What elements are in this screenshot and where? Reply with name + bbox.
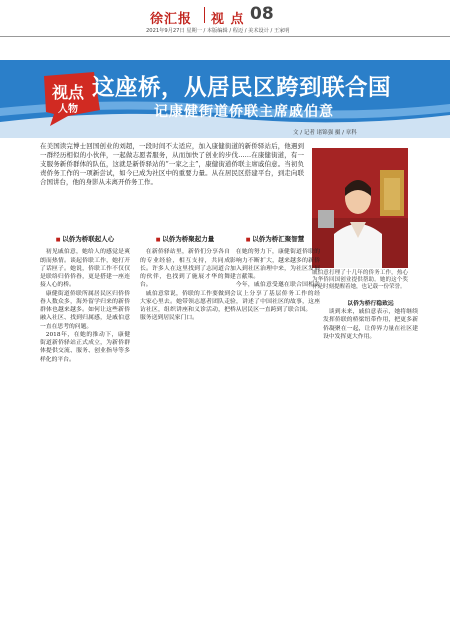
lead-paragraph: 在美国读完博士回国创业的刘超，一段时间不太适应，加入康健街道的新侨驿站后，他遇到一群经历相似的小伙伴，一起做志愿者服务，从而加快了创业的步伐……在康健街道，有一支服务新侨群体的队伍，这就是新侨驿站的“一家之主”，康健街道侨联主席戚伯意。当初负责侨务工作的一项新尝试，如今已成为社区中的重要力量。从在居民区搭建平台，到走向联合国讲台，他的身影从未离开侨务工作。 — [40, 142, 304, 186]
body-paragraph: 今年，戚伯意受邀在联合国相关会议上分享了基层侨务工作的经验，讲述了中国社区的故事，这座桥从居民区一直跨到了联合国。 — [230, 282, 320, 313]
section-heading: ■ 以侨为桥联起人心 — [40, 235, 130, 244]
photo-caption: 戚伯意打理了十几年的侨务工作，热心为华侨回国创业提供帮助。她的这个奖杯是时刻提醒着她，也记载一份荣誉。 — [312, 270, 408, 290]
section-heading: ■ 以侨为桥聚起力量 — [140, 235, 230, 244]
masthead — [0, 0, 450, 48]
section-heading: ■ 以侨为桥汇聚智慧 — [230, 235, 320, 244]
newspaper-brand: 徐汇报 — [150, 12, 193, 27]
article-column-1 — [40, 232, 130, 364]
subheadline: 记康健街道侨联主席戚伯意 — [154, 104, 334, 120]
article-column-2 — [140, 232, 230, 323]
body-paragraph: 谈到未来，戚伯意表示，她将继续发挥侨联的桥梁纽带作用，把更多新侨凝聚在一起，让侨界力量在社区建设中发挥更大作用。 — [323, 309, 418, 340]
byline: 文 / 记者 诸锦强 摄 / 章科 — [293, 130, 357, 136]
svg-text:人物: 人物 — [58, 104, 78, 115]
masthead-rule — [0, 36, 450, 37]
body-paragraph: 在她的努力下，康健街道侨联的影响力不断扩大，越来越多的新侨加入到社区治理中来，为社区发展建言献策。 — [230, 249, 320, 280]
article-column-3 — [230, 232, 320, 314]
page-number: 08 — [250, 4, 274, 24]
body-paragraph: 康健街道侨联所属居民区归侨侨眷人数众多，海外留学归来的新侨群体也越来越多。如何让这些新侨融入社区、找到归属感，是戚伯意一直在思考的问题。 — [40, 290, 130, 330]
masthead-meta: 2021年9月27日 星期一 / 本版编辑 / 程迈 / 美术设计 / 王家明 — [146, 28, 290, 34]
body-paragraph: 初见戚伯意，她给人的感觉是爽朗而热情。谈起侨联工作，她打开了话匣子。她说，侨联工作不仅仅是联络归侨侨眷，更是搭建一座连接人心的桥。 — [40, 249, 130, 289]
portrait-photo — [312, 148, 408, 268]
headline: 这座桥，从居民区跨到联合国 — [92, 75, 392, 101]
body-paragraph: 在新侨驿站里，新侨们分享各自的专业经验，相互支持，共同成长。许多人在这里找到了志同道合的伙伴，也找到了施展才华的舞台。 — [140, 249, 230, 289]
section-name: 视 点 — [211, 12, 245, 27]
body-paragraph: 戚伯意常说，侨联的工作要做到大家心里去。她带领志愿者团队走访社区，组织讲座和义诊活动，把服务送到居民家门口。 — [140, 290, 230, 322]
masthead-divider — [204, 7, 205, 23]
svg-text:视点: 视点 — [52, 83, 85, 102]
body-paragraph: 以侨为桥行稳致远 — [347, 301, 394, 307]
article-column-4 — [323, 300, 418, 341]
body-paragraph: 2018年，在她的推动下，康健街道新侨驿站正式成立，为新侨群体提供交流、服务、创业指导等多样化的平台。 — [40, 331, 130, 363]
